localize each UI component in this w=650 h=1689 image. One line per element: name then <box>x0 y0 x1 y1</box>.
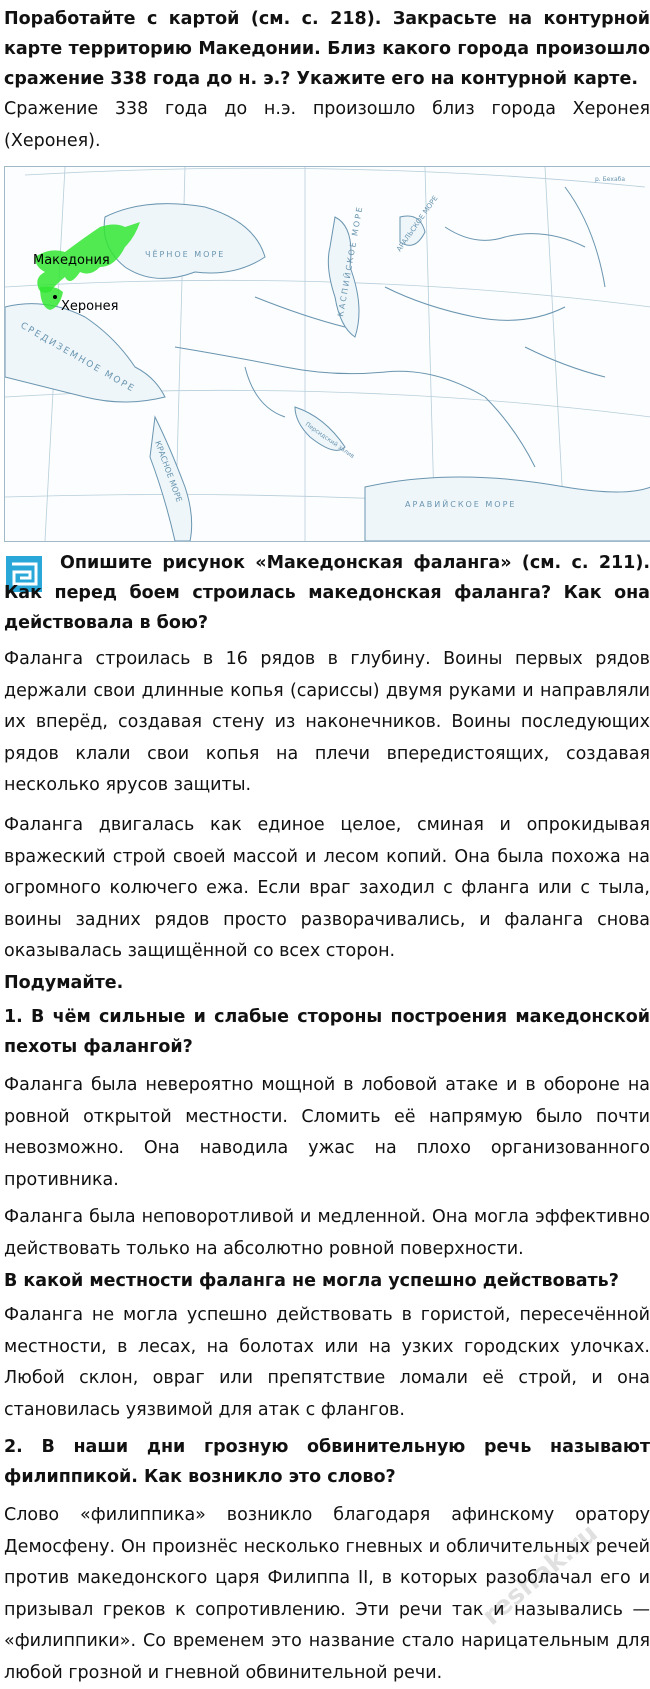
think-a1b: Фаланга не могла успешно действовать в гористой, пересечённой местности, в лесах, на болотах или на узких городских улочках. Любой склон, овраг или препятствие ломали её строй, и она становилась уязвимой для атак с флангов. <box>4 1305 650 1420</box>
task1-question: Поработайте с картой (см. с. 218). Закрасьте на контурной карте территорию Македонии. Близ какого города произошло сражение 338 года до н. э.? Укажите его на контурной карте. <box>4 9 650 89</box>
think-heading: Подумайте. <box>4 973 124 993</box>
think-a1-p1: Фаланга была невероятно мощной в лобовой атаке и в обороне на ровной открытой местности. Сломить её напрямую было почти невозможно. Она наводила ужас на плохо организованного противника. <box>4 1075 650 1190</box>
caspian-sea-label: КАСПИЙСКОЕ МОРЕ <box>336 204 365 318</box>
macedonia-label: Македония <box>33 253 110 268</box>
think-q1b: В какой местности фаланга не могла успешно действовать? <box>4 1271 619 1291</box>
arabian-sea-label: АРАВИЙСКОЕ МОРЕ <box>405 500 517 509</box>
task2-answer-p1: Фаланга строилась в 16 рядов в глубину. Воины первых рядов держали свои длинные копья (сариссы) двумя руками и направляли их вперёд, создавая стену из наконечников. Воины последующих рядов клали свои копья на плечи впередистоящих, создавая несколько ярусов защиты. <box>4 649 650 795</box>
think-a1-p2: Фаланга была неповоротливой и медленной. Она могла эффективно действовать только на абсолютно ровной поверхности. <box>4 1207 650 1259</box>
bekab-label: р. Бехаба <box>595 176 626 183</box>
persian-gulf-label: Персидский залив <box>303 420 356 460</box>
task2-answer-p2: Фаланга двигалась как единое целое, сминая и опрокидывая вражеский строй своей массой и лесом копий. Она была похожа на огромного колючего ежа. Если враг заходил с фланга или с тыла, воины задних рядов просто разворачивались, и фаланга снова оказывалась защищённой со всех сторон. <box>4 815 650 961</box>
aral-sea-label: АРАЛЬСКОЕ МОРЕ <box>395 194 440 254</box>
contour-map <box>4 166 650 542</box>
black-sea-label: ЧЁРНОЕ МОРЕ <box>145 250 226 259</box>
chaeronea-label: Херонея <box>61 299 119 314</box>
mediterranean-sea-label: СРЕДИЗЕМНОЕ МОРЕ <box>18 320 137 395</box>
think-a2: Слово «филиппика» возникло благодаря афинскому оратору Демосфену. Он произнёс несколько гневных и обличительных речей против македонского царя Филиппа II, в которых разоблачал его и призывал греков к сопротивлению. Эти речи так и назывались — «филиппики». Со временем это название стало нарицательным для любой грозной и гневной обвинительной речи. <box>4 1505 650 1683</box>
task1-answer: Сражение 338 года до н.э. произошло близ города Херонея (Херонея). <box>4 99 650 151</box>
contour-map-svg <box>5 167 650 541</box>
task2-question: Опишите рисунок «Македонская фаланга» (см. с. 211). Как перед боем строилась македонская фаланга? Как она действовала в бою? <box>4 553 650 633</box>
chaeronea-dot <box>53 295 57 299</box>
think-q2: 2. В наши дни грозную обвинительную речь называют филиппикой. Как возникло это слово? <box>4 1437 650 1487</box>
watermark: reshak.ru <box>476 1518 604 1632</box>
think-q1: 1. В чём сильные и слабые стороны построения македонской пехоты фалангой? <box>4 1007 650 1057</box>
red-sea-label: КРАСНОЕ МОРЕ <box>153 439 184 504</box>
